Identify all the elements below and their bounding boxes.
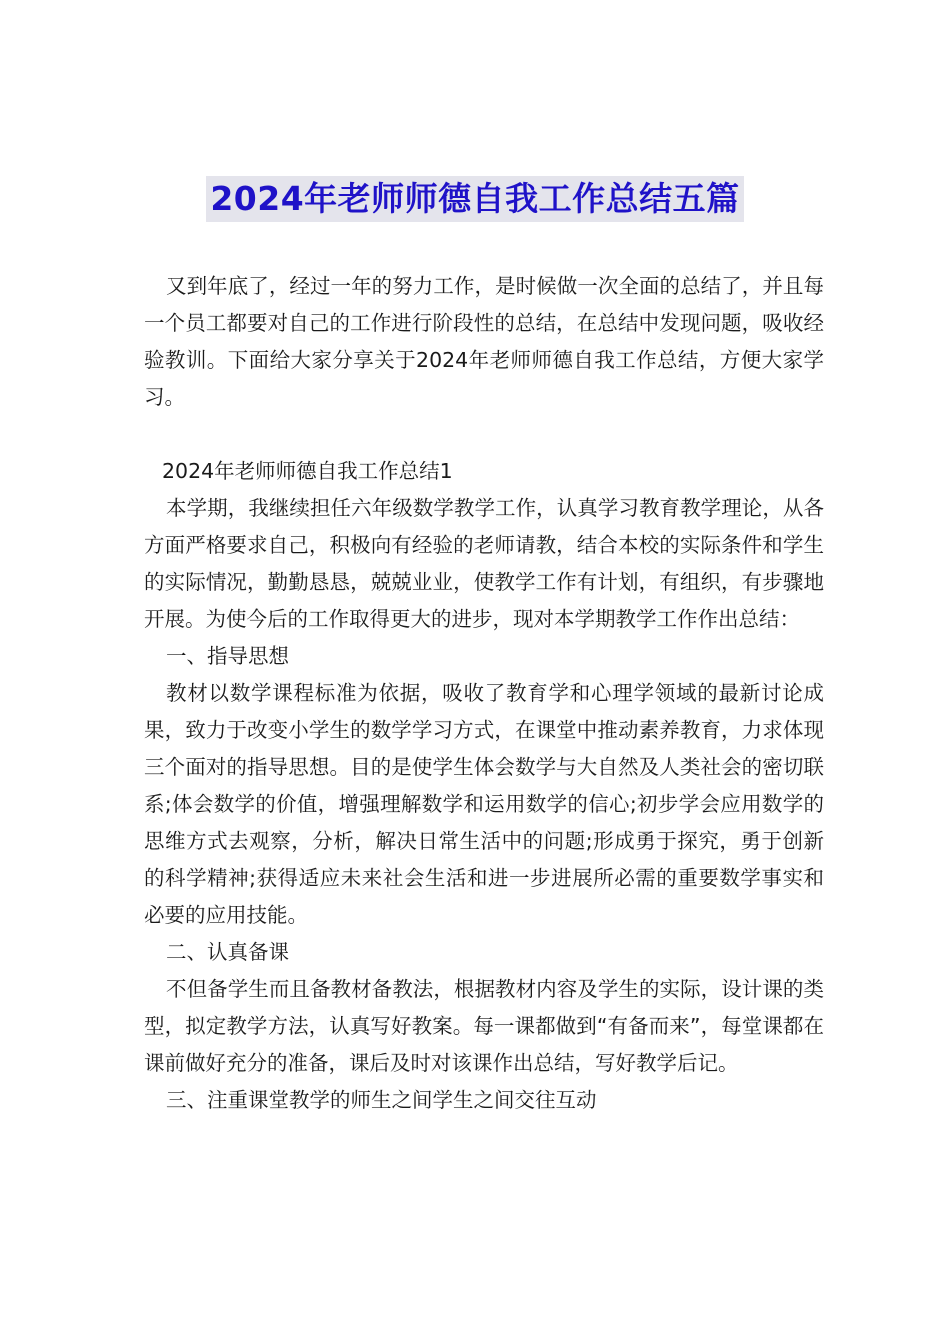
title-container xyxy=(0,176,950,222)
section-paragraph-2: 教材以数学课程标准为依据，吸收了教育学和心理学领域的最新讨论成果，致力于改变小学生的数学学习方式，在课堂中推动素养教育，力求体现三个面对的指导思想。目的是使学生体会数学与大自然及人类社会的密切联系;体会数学的价值，增强理解数学和运用数学的信心;初步学会应用数学的思维方式去观察，分析，解决日常生活中的问题;形成勇于探究，勇于创新的科学精神;获得适应未来社会生活和进一步进展所必需的重要数学事实和必要的应用技能。 xyxy=(144,681,824,927)
section-title: 2024年老师师德自我工作总结1 xyxy=(162,459,453,483)
section-1 xyxy=(144,453,824,1119)
intro-block xyxy=(144,268,824,416)
intro-paragraph: 又到年底了，经过一年的努力工作，是时候做一次全面的总结了，并且每一个员工都要对自己的工作进行阶段性的总结，在总结中发现问题，吸收经验教训。下面给大家分享关于2024年老师师德自我工作总结，方便大家学习。 xyxy=(144,274,824,409)
section-paragraph-1: 本学期，我继续担任六年级数学教学工作，认真学习教育教学理论，从各方面严格要求自己，积极向有经验的老师请教，结合本校的实际条件和学生的实际情况，勤勤恳恳，兢兢业业，使教学工作有计划，有组织，有步骤地开展。为使今后的工作取得更大的进步，现对本学期教学工作作出总结： xyxy=(144,496,824,631)
heading-lesson-prep: 二、认真备课 xyxy=(166,940,289,964)
section-paragraph-3: 不但备学生而且备教材备教法，根据教材内容及学生的实际，设计课的类型，拟定教学方法，认真写好教案。每一课都做到“有备而来”，每堂课都在课前做好充分的准备，课后及时对该课作出总结，写好教学后记。 xyxy=(144,977,824,1075)
heading-classroom-interaction: 三、注重课堂教学的师生之间学生之间交往互动 xyxy=(166,1088,597,1112)
document-title: 2024年老师师德自我工作总结五篇 xyxy=(206,176,743,222)
heading-guiding-ideology: 一、指导思想 xyxy=(166,644,289,668)
